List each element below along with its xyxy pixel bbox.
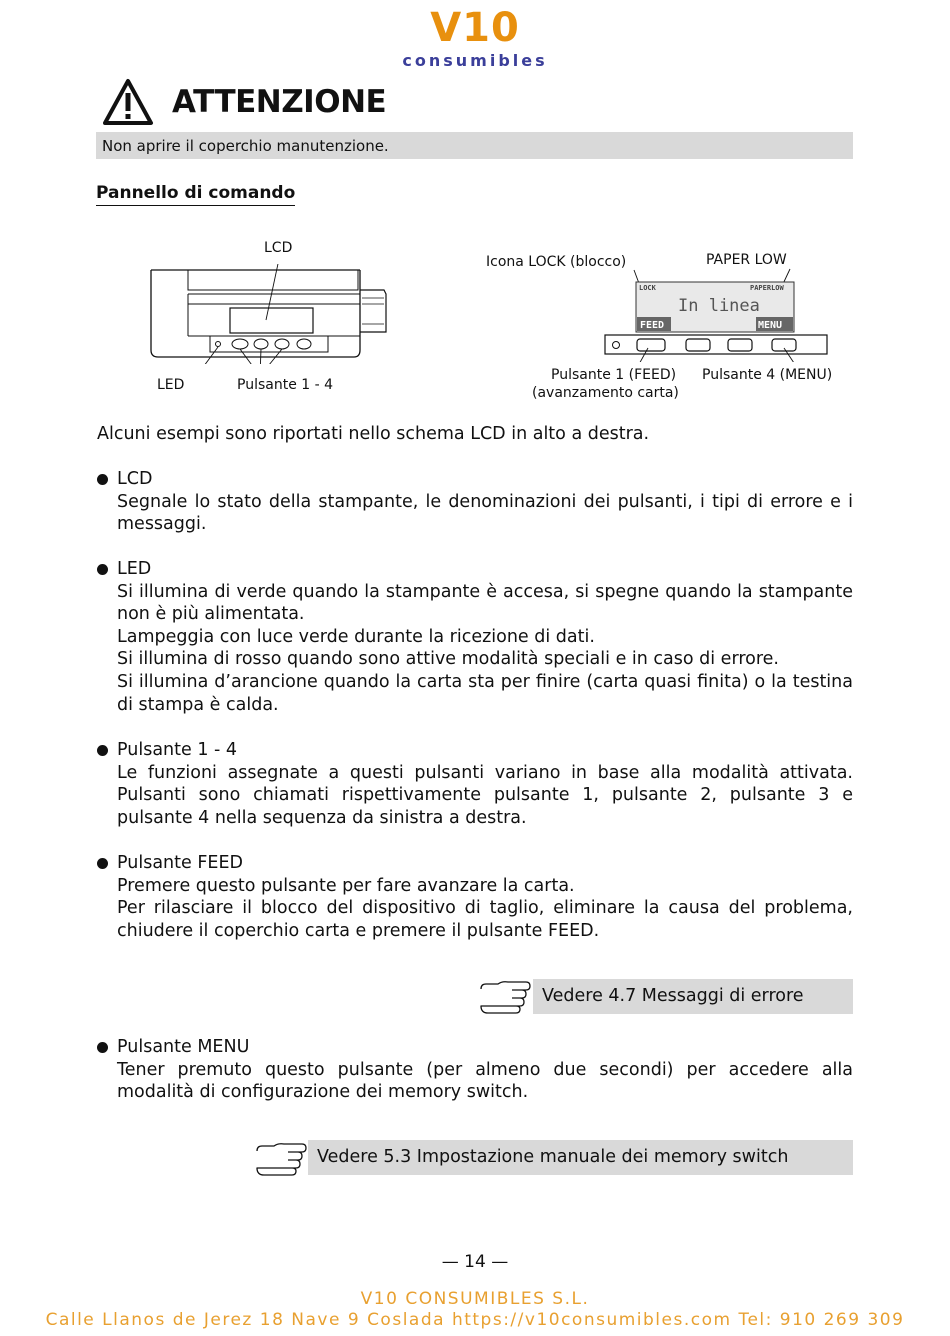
item-feed <box>97 852 853 942</box>
bullet-icon <box>97 474 108 485</box>
warning-bar <box>96 132 853 159</box>
button1-sublabel: (avanzamento carta) <box>532 385 679 401</box>
lock-icon-label: Icona LOCK (blocco) <box>486 254 627 270</box>
item-text: Tener premuto questo pulsante (per almeno due secondi) per accedere alla modalità di configurazione dei memory switch. <box>117 1059 853 1103</box>
lcd-label: LCD <box>264 240 293 256</box>
lcd-screen-diagram <box>600 266 830 362</box>
item-title: Pulsante FEED <box>117 853 243 873</box>
item-text: Le funzioni assegnate a questi pulsanti variano in base alla modalità attivata. Pulsanti sono chiamati rispettivamente pulsante 1, pulsante 2, pulsante 3 e pulsante 4 nella sequenza da sinistra a destra. <box>117 762 853 828</box>
button1-label: Pulsante 1 (FEED) <box>551 367 677 383</box>
item-title: Pulsante MENU <box>117 1037 250 1057</box>
buttons-label: Pulsante 1 - 4 <box>237 377 334 393</box>
led-label: LED <box>157 377 185 393</box>
ref-memory-switch-text[interactable]: Vedere 5.3 Impostazione manuale dei memory switch <box>317 1147 789 1167</box>
ref-errors-text[interactable]: Vedere 4.7 Messaggi di errore <box>542 986 804 1006</box>
item-text: Si illumina d’arancione quando la carta sta per finire (carta quasi finita) o la testina di stampa è calda. <box>117 671 853 715</box>
item-text: Lampeggia con luce verde durante la ricezione di dati. <box>117 626 595 647</box>
screen-status-text: In linea <box>678 296 760 316</box>
footer-address: Calle Llanos de Jerez 18 Nave 9 Coslada https://v10consumibles.com Tel: 910 269 309 <box>45 1310 905 1330</box>
pointing-hand-icon <box>254 1141 308 1177</box>
logo-main-text: V10 <box>430 5 520 51</box>
warning-triangle-icon <box>102 78 154 126</box>
intro-text: Alcuni esempi sono riportati nello schema LCD in alto a destra. <box>97 424 650 444</box>
screen-menu-text: MENU <box>758 320 783 331</box>
pointing-hand-icon <box>478 979 532 1015</box>
item-title: Pulsante 1 - 4 <box>117 740 238 760</box>
item-title: LCD <box>117 469 153 489</box>
item-text: Si illumina di rosso quando sono attive modalità speciali e in caso di errore. <box>117 649 779 670</box>
warning-title: ATTENZIONE <box>172 84 387 120</box>
bullet-icon <box>97 1042 108 1053</box>
item-text: Premere questo pulsante per fare avanzare la carta. <box>117 875 575 896</box>
printer-panel-diagram <box>148 264 393 364</box>
screen-lock-text: LOCK <box>639 284 656 292</box>
item-text: Segnale lo stato della stampante, le denominazioni dei pulsanti, i tipi di errore e i messaggi. <box>117 491 853 535</box>
button4-label: Pulsante 4 (MENU) <box>702 367 833 383</box>
item-menu <box>97 1036 853 1104</box>
ref-memory-switch-box[interactable] <box>308 1140 853 1175</box>
bullet-icon <box>97 858 108 869</box>
section-title: Pannello di comando <box>96 181 295 206</box>
paper-low-label: PAPER LOW <box>706 252 787 268</box>
brand-logo <box>392 5 562 70</box>
item-buttons <box>97 739 853 829</box>
bullet-icon <box>97 564 108 575</box>
footer-company: V10 CONSUMIBLES S.L. <box>360 1289 590 1309</box>
item-title: LED <box>117 559 152 579</box>
warning-text: Non aprire il coperchio manutenzione. <box>102 137 389 155</box>
screen-paperlow-text: PAPERLOW <box>750 284 784 292</box>
item-text: Si illumina di verde quando la stampante è accesa, si spegne quando la stampante non è più alimentata. <box>117 581 853 625</box>
screen-feed-text: FEED <box>640 320 665 331</box>
item-lcd <box>97 468 853 536</box>
bullet-icon <box>97 745 108 756</box>
item-led <box>97 558 853 716</box>
ref-errors-box[interactable] <box>533 979 853 1014</box>
logo-sub-text: consumibles <box>402 51 548 70</box>
page-number: — 14 — <box>441 1252 509 1272</box>
item-text: Per rilasciare il blocco del dispositivo di taglio, eliminare la causa del problema, chiudere il coperchio carta e premere il pulsante FEED. <box>117 898 853 941</box>
